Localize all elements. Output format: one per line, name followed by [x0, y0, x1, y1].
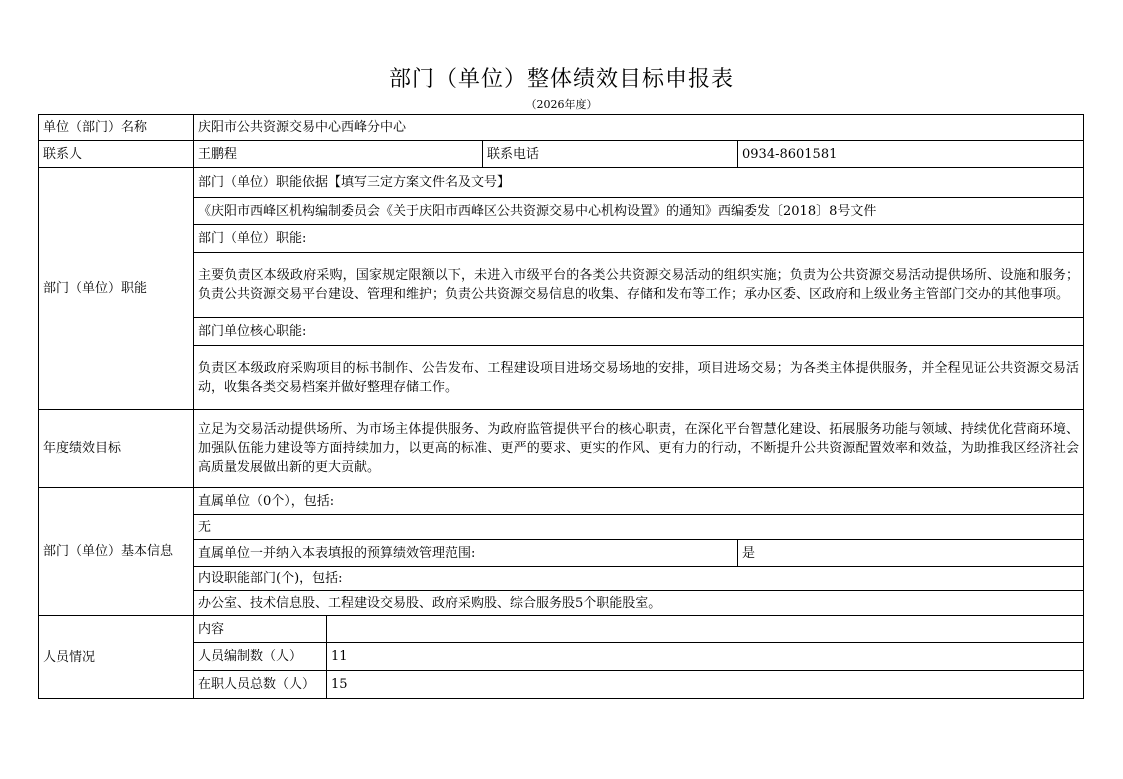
annual-goal-label: 年度绩效目标	[38, 410, 194, 488]
annual-goal-value: 立足为交易活动提供场所、为市场主体提供服务、为政府监管提供平台的核心职责，在深化平台智慧化建设、拓展服务功能与领域、持续优化营商环境、加强队伍能力建设等方面持续加力，以更高的标准、更严的要求、更实的作风、更有力的行动，不断提升公共资源配置效率和效益，为助推我区经济社会高质量发展做出新的更大贡献。	[194, 410, 1084, 488]
staff-quota-label: 人员编制数（人）	[194, 643, 327, 671]
functions-label: 部门（单位）职能	[38, 168, 194, 410]
functions-basis-value: 《庆阳市西峰区机构编制委员会《关于庆阳市西峰区公共资源交易中心机构设置》的通知》西编委发〔2018〕8号文件	[194, 198, 1084, 225]
functions-basis-label: 部门（单位）职能依据【填写三定方案文件名及文号】	[194, 168, 1084, 198]
functions-core-value: 负责区本级政府采购项目的标书制作、公告发布、工程建设项目进场交易场地的安排，项目进场交易；为各类主体提供服务，并全程见证公共资源交易活动，收集各类交易档案并做好整理存储工作。	[194, 346, 1084, 410]
basic-info-label: 部门（单位）基本信息	[38, 488, 194, 616]
unit-name-label: 单位（部门）名称	[38, 114, 194, 141]
staff-content-label: 内容	[194, 616, 327, 643]
contact-name: 王鹏程	[194, 141, 483, 168]
direct-units-value: 无	[194, 515, 1084, 540]
functions-core-label: 部门单位核心职能:	[194, 318, 1084, 346]
staff-quota-value: 11	[327, 643, 1084, 671]
page-title: 部门（单位）整体绩效目标申报表	[388, 67, 734, 92]
functions-duty-value: 主要负责区本级政府采购，国家规定限额以下，未进入市级平台的各类公共资源交易活动的组织实施；负责为公共资源交易活动提供场所、设施和服务；负责公共资源交易平台建设、管理和维护；负责公共资源交易信息的收集、存储和发布等工作；承办区委、区政府和上级业务主管部门交办的其他事项。	[194, 253, 1084, 318]
functions-duty-label: 部门（单位）职能:	[194, 225, 1084, 253]
phone-value: 0934-8601581	[738, 141, 1084, 168]
contact-label: 联系人	[38, 141, 194, 168]
budget-scope-label: 直属单位一并纳入本表填报的预算绩效管理范围:	[194, 540, 738, 567]
unit-name-value: 庆阳市公共资源交易中心西峰分中心	[194, 114, 1084, 141]
internal-departments-label: 内设职能部门(个)，包括:	[194, 567, 1084, 591]
direct-units-label: 直属单位（0个），包括:	[194, 488, 1084, 515]
performance-form-table	[38, 114, 1084, 699]
phone-label: 联系电话	[483, 141, 738, 168]
staff-content-value	[327, 616, 1084, 643]
year-subtitle: （2026年度）	[525, 98, 598, 111]
budget-scope-value: 是	[738, 540, 1084, 567]
staff-label: 人员情况	[38, 616, 194, 699]
internal-departments-value: 办公室、技术信息股、工程建设交易股、政府采购股、综合服务股5个职能股室。	[194, 591, 1084, 616]
staff-total-label: 在职人员总数（人）	[194, 671, 327, 699]
staff-total-value: 15	[327, 671, 1084, 699]
